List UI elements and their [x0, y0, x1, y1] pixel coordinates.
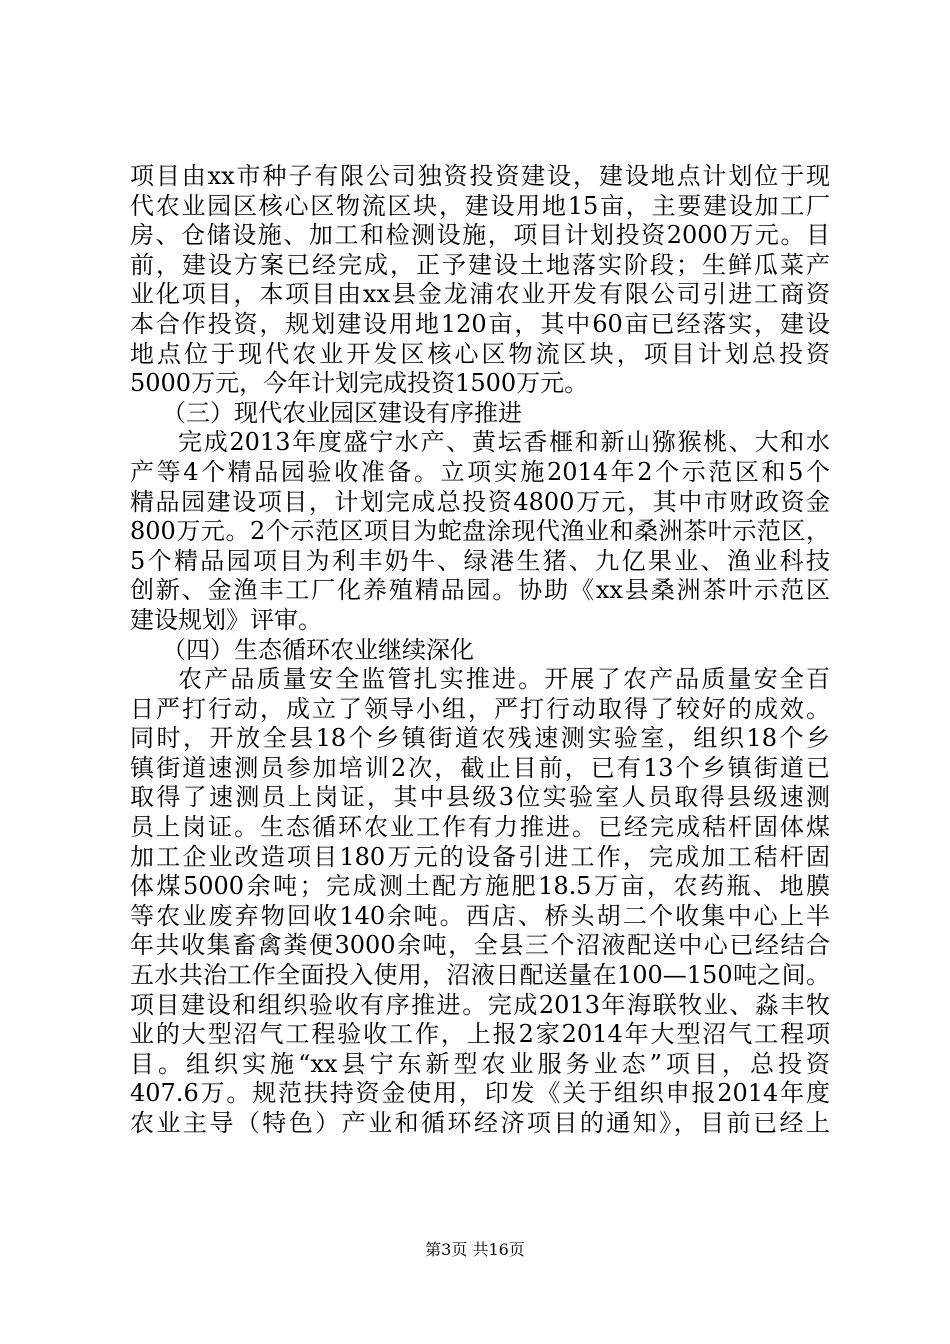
text-line: 年共收集畜禽粪便3000余吨，全县三个沼液配送中心已经结合 [130, 931, 830, 960]
page-number-label: 第3页 共16页 [425, 1240, 525, 1259]
section-heading: （三）现代农业园区建设有序推进 [162, 398, 522, 427]
section-heading: （四）生态循环农业继续深化 [162, 635, 474, 664]
text-line: 前，建设方案已经完成，正予建设土地落实阶段；生鲜瓜菜产 [130, 250, 830, 279]
text-line: 镇街道速测员参加培训2次，截止目前，已有13个乡镇街道已 [130, 753, 830, 782]
text-line: 房、仓储设施、加工和检测设施，项目计划投资2000万元。目 [130, 221, 830, 250]
text-line: 等农业废弃物回收140余吨。西店、桥头胡二个收集中心上半 [130, 901, 830, 930]
text-line: 地点位于现代农业开发区核心区物流区块，项目计划总投资 [130, 339, 830, 368]
text-line: 体煤5000余吨；完成测土配方施肥18.5万亩，农药瓶、地膜 [130, 872, 830, 901]
text-line: 目。组织实施“xx县宁东新型农业服务业态”项目，总投资 [130, 1049, 830, 1078]
text-line: 代农业园区核心区物流区块，建设用地15亩，主要建设加工厂 [130, 191, 830, 220]
text-line: 取得了速测员上岗证，其中县级3位实验室人员取得县级速测 [130, 783, 830, 812]
text-line: 日严打行动，成立了领导小组，严打行动取得了较好的成效。 [130, 694, 830, 723]
page-footer [0, 1240, 950, 1260]
text-line: 农产品质量安全监管扎实推进。开展了农产品质量安全百 [178, 665, 830, 694]
text-line: 加工企业改造项目180万元的设备引进工作，完成加工秸杆固 [130, 842, 830, 871]
text-line: 创新、金渔丰工厂化养殖精品园。协助《xx县桑洲茶叶示范区 [130, 576, 830, 605]
text-line: 精品园建设项目，计划完成总投资4800万元，其中市财政资金 [130, 487, 830, 516]
text-line: 5个精品园项目为利丰奶牛、绿港生猪、九亿果业、渔业科技 [130, 546, 830, 575]
text-line: 项目建设和组织验收有序推进。完成2013年海联牧业、淼丰牧 [130, 990, 830, 1019]
text-line: 农业主导（特色）产业和循环经济项目的通知》，目前已经上 [130, 1109, 830, 1137]
text-line: 同时，开放全县18个乡镇街道农残速测实验室，组织18个乡 [130, 724, 830, 753]
text-line: 本合作投资，规划建设用地120亩，其中60亩已经落实，建设 [130, 309, 830, 338]
text-line: 员上岗证。生态循环农业工作有力推进。已经完成秸杆固体煤 [130, 813, 830, 842]
text-line: 业的大型沼气工程验收工作，上报2家2014年大型沼气工程项 [130, 1020, 830, 1049]
document-body [130, 162, 830, 1139]
text-line: 完成2013年度盛宁水产、黄坛香榧和新山猕猴桃、大和水 [178, 428, 830, 457]
text-line: 5000万元，今年计划完成投资1500万元。 [130, 369, 589, 398]
text-line: 项目由xx市种子有限公司独资投资建设，建设地点计划位于现 [130, 162, 830, 190]
text-line: 产等4个精品园验收准备。立项实施2014年2个示范区和5个 [130, 457, 830, 486]
text-line: 建设规划》评审。 [130, 605, 322, 634]
text-line: 业化项目，本项目由xx县金龙浦农业开发有限公司引进工商资 [130, 280, 830, 309]
text-line: 五水共治工作全面投入使用，沼液日配送量在100—150吨之间。 [130, 961, 830, 990]
text-line: 407.6万。规范扶持资金使用，印发《关于组织申报2014年度 [130, 1079, 830, 1108]
text-line: 800万元。2个示范区项目为蛇盘涂现代渔业和桑洲茶叶示范区， [130, 517, 830, 546]
